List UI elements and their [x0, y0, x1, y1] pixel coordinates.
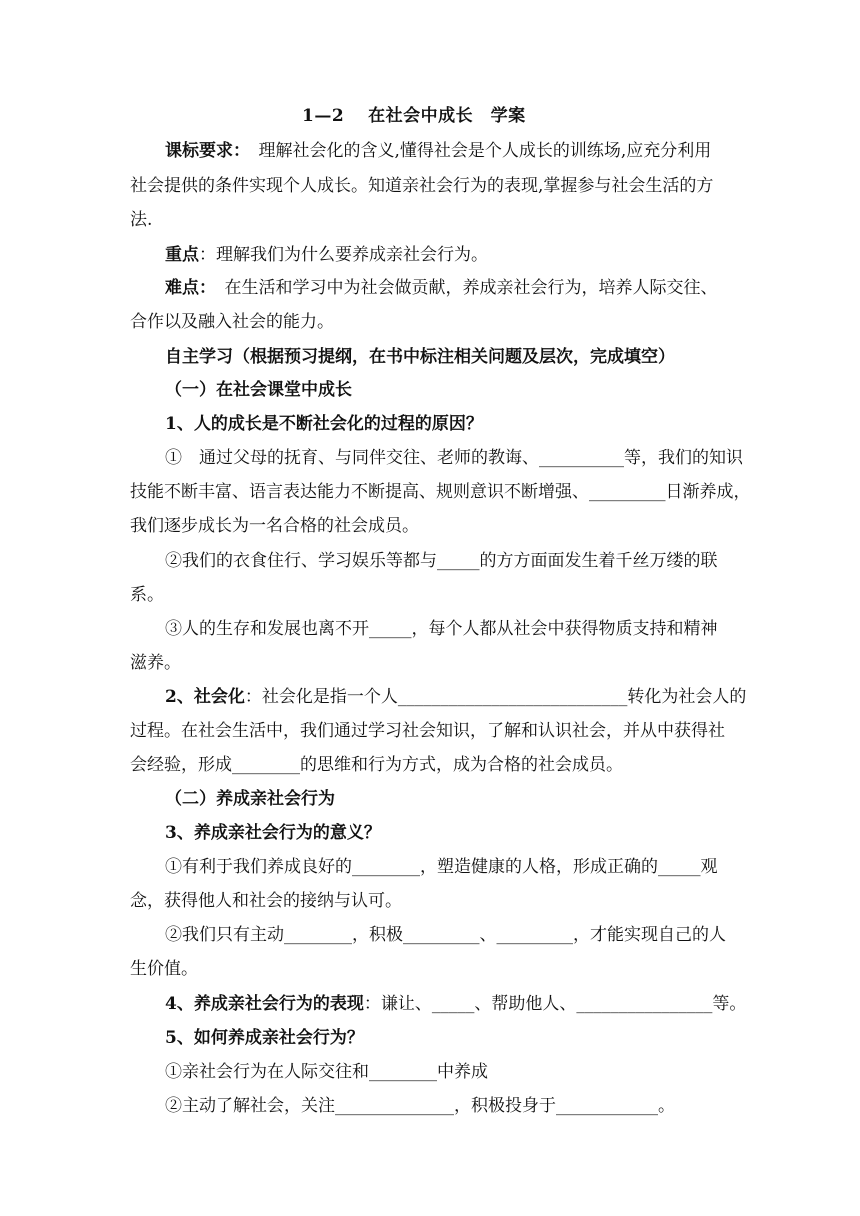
key-point-text: ：理解我们为什么要养成亲社会行为。 — [199, 245, 488, 265]
section-2-heading: （二）养成亲社会行为 — [165, 789, 335, 809]
curriculum-requirement-text: 理解社会化的含义,懂得社会是个人成长的训练场,应充分利用 — [241, 141, 712, 161]
question-2-line-2: 过程。在社会生活中，我们通过学习社会知识，了解和认识社会，并从中获得社 — [130, 721, 725, 741]
q3-paragraph-1-line-1: ①有利于我们养成良好的________，塑造健康的人格，形成正确的_____观 — [165, 857, 718, 877]
question-2-text: ：社会化是指一个人___________________________转化为社会人的 — [244, 687, 747, 707]
q1-paragraph-2-line-2: 系。 — [130, 585, 164, 605]
self-study-heading: 自主学习（根据预习提纲，在书中标注相关问题及层次，完成填空） — [165, 347, 675, 367]
curriculum-requirement-line-3: 法. — [130, 210, 153, 230]
q3-paragraph-2-line-1: ②我们只有主动________，积极_________、_________，才能实现自己的人 — [165, 925, 726, 945]
difficulty-line-1 — [165, 276, 718, 300]
question-2-line-1 — [165, 685, 746, 709]
q1-paragraph-3-line-1: ③人的生存和发展也离不开_____，每个人都从社会中获得物质支持和精神 — [165, 619, 718, 639]
question-4-label: 4、养成亲社会行为的表现 — [165, 994, 364, 1014]
q1-paragraph-1-line-3: 我们逐步成长为一名合格的社会成员。 — [130, 516, 419, 536]
page-title: 1—2 在社会中成长 学案 — [302, 106, 526, 126]
question-5-heading: 5、如何养成亲社会行为？ — [165, 1028, 364, 1048]
q1-paragraph-2-line-1: ②我们的衣食住行、学习娱乐等都与_____的方方面面发生着千丝万缕的联 — [165, 551, 718, 571]
q1-paragraph-1-line-2: 技能不断丰富、语言表达能力不断提高、规则意识不断增强、_________日渐养成， — [130, 482, 751, 502]
curriculum-requirement-line-1 — [165, 139, 711, 163]
q5-paragraph-2: ②主动了解社会，关注______________，积极投身于____________。 — [165, 1096, 675, 1116]
difficulty-line-2: 合作以及融入社会的能力。 — [130, 312, 334, 332]
difficulty-label: 难点： — [165, 278, 208, 298]
q5-paragraph-1: ①亲社会行为在人际交往和________中养成 — [165, 1062, 488, 1082]
q3-paragraph-2-line-2: 生价值。 — [130, 959, 198, 979]
question-2-line-3: 会经验，形成________的思维和行为方式，成为合格的社会成员。 — [130, 755, 623, 775]
curriculum-requirement-line-2: 社会提供的条件实现个人成长。知道亲社会行为的表现,掌握参与社会生活的方 — [130, 176, 714, 196]
question-4-text: ：谦让、_____、帮助他人、________________等。 — [363, 994, 747, 1014]
key-point-line — [165, 243, 488, 267]
key-point-label: 重点 — [165, 245, 199, 265]
question-1-heading: 1、人的成长是不断社会化的过程的原因？ — [165, 414, 483, 434]
question-3-heading: 3、养成亲社会行为的意义？ — [165, 823, 381, 843]
section-1-heading: （一）在社会课堂中成长 — [165, 380, 352, 400]
q1-paragraph-3-line-2: 滋养。 — [130, 653, 181, 673]
question-4-line — [165, 992, 746, 1016]
q1-paragraph-1-line-1: ① 通过父母的抚育、与同伴交往、老师的教诲、__________等，我们的知识 — [165, 448, 743, 468]
question-2-label: 2、社会化 — [165, 687, 245, 707]
difficulty-text: 在生活和学习中为社会做贡献，养成亲社会行为，培养人际交往、 — [207, 278, 718, 298]
q3-paragraph-1-line-2: 念，获得他人和社会的接纳与认可。 — [130, 891, 402, 911]
curriculum-requirement-label: 课标要求： — [165, 141, 242, 161]
